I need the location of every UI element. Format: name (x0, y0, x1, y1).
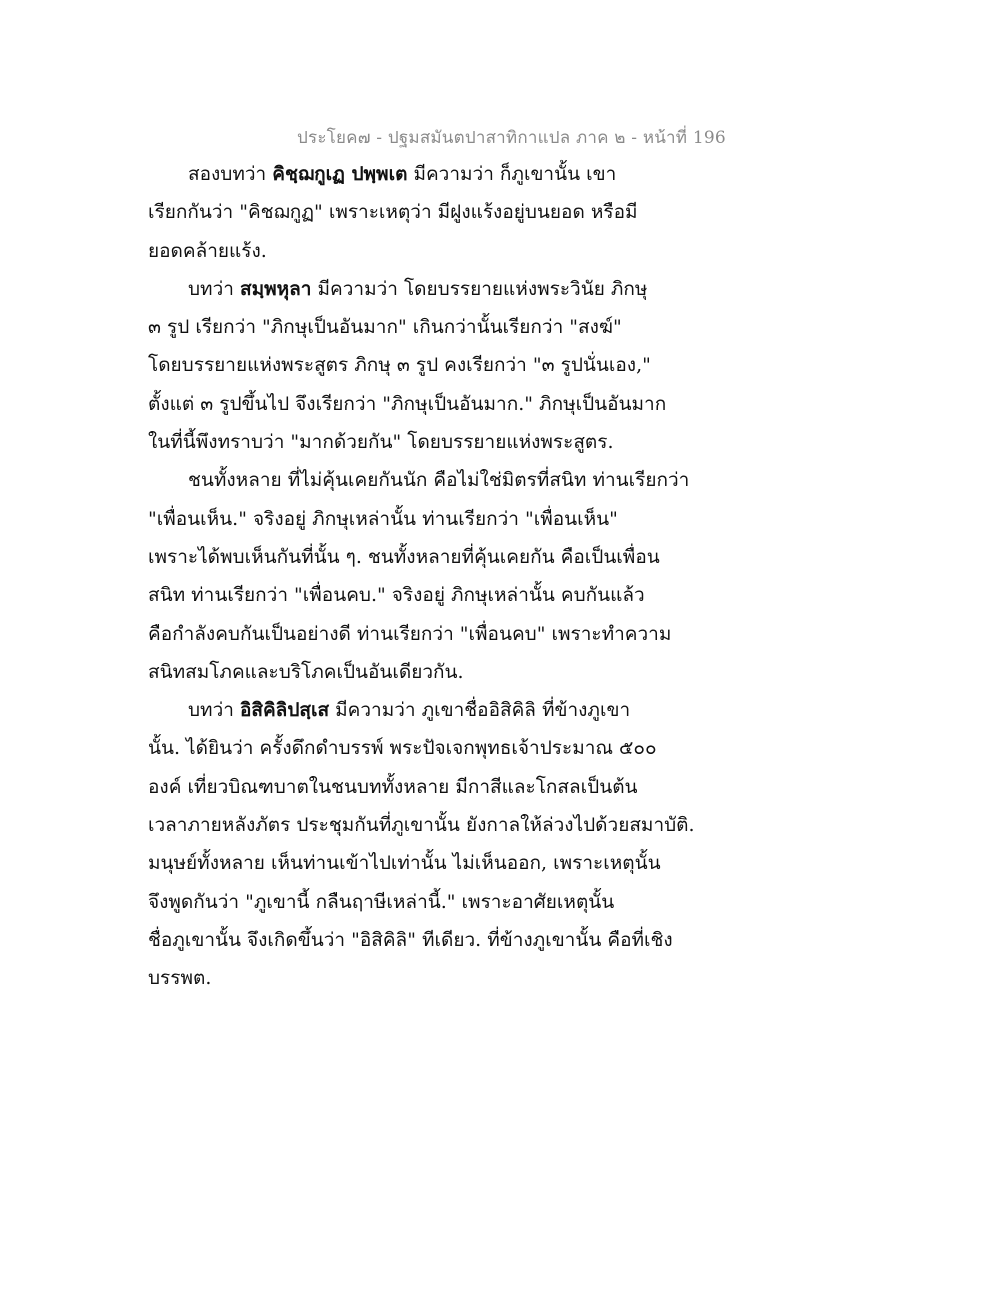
text-line (148, 883, 708, 921)
pali-term: คิชฺฌกูเฏ ปพฺพเต (272, 163, 408, 185)
text-segment: เพราะได้พบเห็นกันที่นั้น ๆ. ชนทั้งหลายที่คุ้นเคยกัน คือเป็นเพื่อน (148, 545, 660, 568)
text-segment: จึงพูดกันว่า "ภูเขานี้ กลืนฤาษีเหล่านี้." เพราะอาศัยเหตุนั้น (148, 890, 615, 913)
text-segment: เรียกกันว่า "คิชฌกูฏ" เพราะเหตุว่า มีฝูงแร้งอยู่บนยอด หรือมี (148, 201, 638, 224)
text-line (148, 193, 708, 231)
text-line (148, 959, 708, 997)
text-line (148, 576, 708, 614)
text-segment: บทว่า (188, 699, 240, 722)
text-line (148, 806, 708, 844)
text-segment: โดยบรรยายแห่งพระสูตร ภิกษุ ๓ รูป คงเรียกว่า "๓ รูปนั่นเอง," (148, 354, 651, 377)
text-segment: บทว่า (188, 277, 240, 300)
text-segment: นั้น. ได้ยินว่า ครั้งดึกดำบรรพ์ พระปัจเจกพุทธเจ้าประมาณ ๕๐๐ (148, 737, 657, 760)
pali-term: อิสิคิลิปสฺเส (239, 699, 330, 722)
text-segment: มีความว่า ภูเขาชื่ออิสิคิลิ ที่ข้างภูเขา (329, 699, 631, 722)
text-line (148, 346, 708, 384)
text-line (148, 844, 708, 882)
text-line (148, 270, 708, 308)
text-line (148, 653, 708, 691)
text-line (148, 729, 708, 767)
text-segment: ชนทั้งหลาย ที่ไม่คุ้นเคยกันนัก คือไม่ใช่มิตรที่สนิท ท่านเรียกว่า (188, 469, 690, 492)
text-segment: สนิทสมโภคและบริโภคเป็นอันเดียวกัน. (148, 660, 464, 683)
text-line (148, 615, 708, 653)
text-segment: บรรพต. (148, 967, 212, 990)
text-segment: คือกำลังคบกันเป็นอย่างดี ท่านเรียกว่า "เพื่อนคบ" เพราะทำความ (148, 622, 672, 645)
text-segment: ยอดคล้ายแร้ง. (148, 239, 267, 262)
text-line (148, 768, 708, 806)
text-segment: มนุษย์ทั้งหลาย เห็นท่านเข้าไปเท่านั้น ไม่เห็นออก, เพราะเหตุนั้น (148, 852, 661, 875)
text-segment: ในที่นี้พึงทราบว่า "มากด้วยกัน" โดยบรรยายแห่งพระสูตร. (148, 431, 614, 454)
text-line (148, 385, 708, 423)
text-segment: มีความว่า โดยบรรยายแห่งพระวินัย ภิกษุ (311, 277, 648, 300)
text-segment: สองบทว่า (188, 163, 273, 185)
text-segment: สนิท ท่านเรียกว่า "เพื่อนคบ." จริงอยู่ ภิกษุเหล่านั้น คบกันแล้ว (148, 584, 645, 607)
text-segment: องค์ เที่ยวบิณฑบาตในชนบททั้งหลาย มีกาสีและโกสลเป็นต้น (148, 775, 638, 798)
text-line (148, 538, 708, 576)
page-header: ประโยค๗ - ปฐมสมันตปาสาทิกาแปล ภาค ๒ - หน้าที่ 196 (297, 128, 726, 148)
text-line (148, 500, 708, 538)
text-segment: ตั้งแต่ ๓ รูปขึ้นไป จึงเรียกว่า "ภิกษุเป็นอันมาก." ภิกษุเป็นอันมาก (148, 392, 667, 415)
text-segment: ๓ รูป เรียกว่า "ภิกษุเป็นอันมาก" เกินกว่านั้นเรียกว่า "สงฆ์" (148, 316, 622, 339)
text-line (148, 921, 708, 959)
text-line (148, 232, 708, 270)
text-line (148, 308, 708, 346)
text-line (148, 461, 708, 499)
text-line (148, 155, 708, 193)
text-segment: ชื่อภูเขานั้น จึงเกิดขึ้นว่า "อิสิคิลิ" ทีเดียว. ที่ข้างภูเขานั้น คือที่เชิง (148, 928, 673, 951)
text-line (148, 691, 708, 729)
body-text (148, 155, 708, 998)
text-line (148, 423, 708, 461)
pali-term: สมฺพหุลา (239, 277, 312, 300)
text-segment: "เพื่อนเห็น." จริงอยู่ ภิกษุเหล่านั้น ท่านเรียกว่า "เพื่อนเห็น" (148, 507, 618, 530)
text-segment: เวลาภายหลังภัตร ประชุมกันที่ภูเขานั้น ยังกาลให้ล่วงไปด้วยสมาบัติ. (148, 814, 695, 837)
text-segment: มีความว่า ก็ภูเขานั้น เขา (407, 163, 617, 185)
